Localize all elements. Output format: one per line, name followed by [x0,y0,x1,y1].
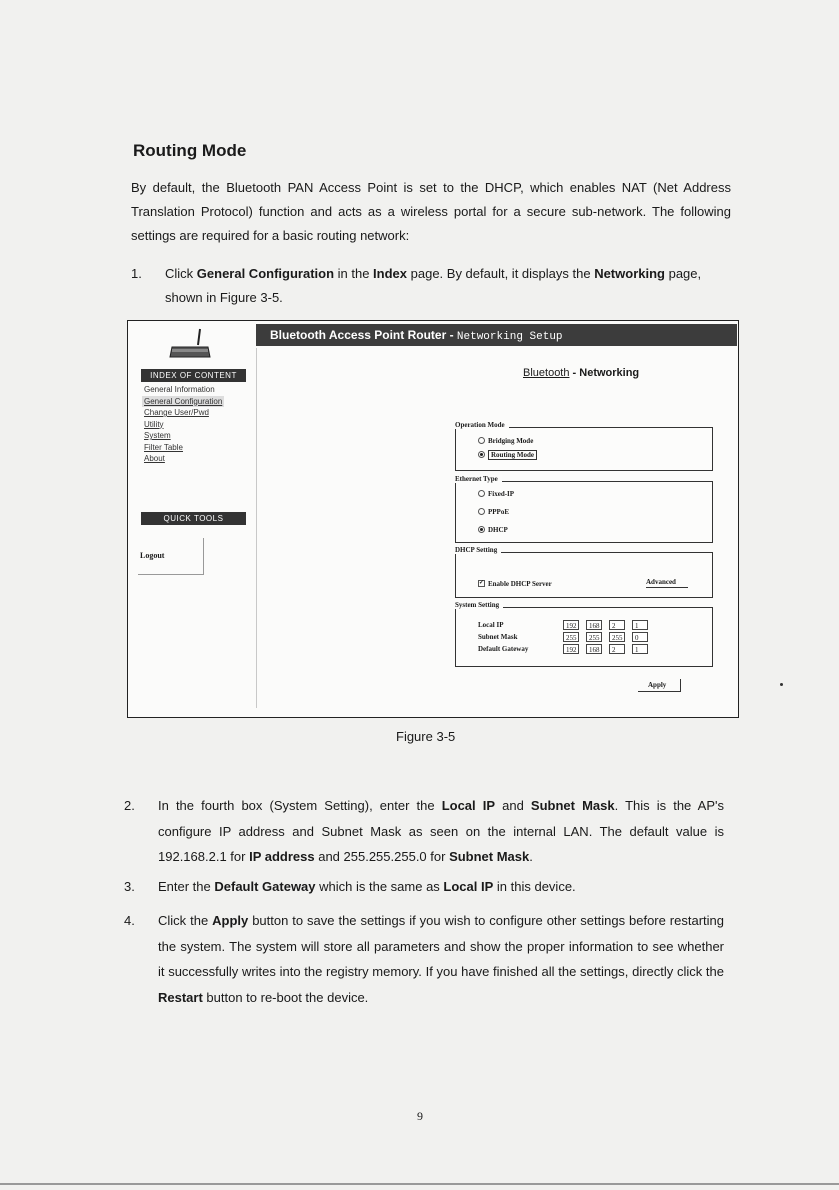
gateway-octet-2[interactable]: 168 [586,644,602,654]
subnet-mask-octet-4[interactable]: 0 [632,632,648,642]
menu-item-change-user-pwd[interactable]: Change User/Pwd [144,408,209,417]
step-number: 1. [131,266,142,281]
menu-item-filter-table[interactable]: Filter Table [144,442,183,452]
apply-button[interactable]: Apply [638,679,681,692]
step-number: 2. [124,798,135,813]
router-icon [168,327,212,361]
radio-selected-icon [478,451,485,458]
routing-mode-option[interactable]: Routing Mode [478,451,537,459]
step-text: In the fourth box (System Setting), enter the Local IP and Subnet Mask. This is the AP's configure IP address and Subnet Mask as seen on the internal LAN. The default value is 192.168.2.1 for IP address and 255.255.255.0 for Subnet Mask. [158,798,724,864]
step-text: Click the Apply button to save the settings if you wish to configure other settings before restarting the system. The system will store all parameters and show the proper information to see whether it successfully writes into the registry memory. If you have finished all the settings, directly click the Restart button to re-boot the device. [158,913,724,1005]
step-text: Enter the Default Gateway which is the same as Local IP in this device. [158,879,576,894]
local-ip-octet-2[interactable]: 168 [586,620,602,630]
ethernet-type-group: Ethernet Type Fixed-IP PPPoE DHCP [455,481,713,543]
index-header: INDEX OF CONTENT [141,369,246,382]
window-titlebar: Bluetooth Access Point Router - Networking Setup [256,324,737,346]
figure-caption: Figure 3-5 [396,729,456,744]
networking-title: Bluetooth - Networking [523,367,640,379]
step-number: 3. [124,879,135,894]
menu-item-system[interactable]: System [144,431,171,440]
figure-screenshot [127,320,739,718]
local-ip-octet-3[interactable]: 2 [609,620,625,630]
menu-item-general-configuration[interactable]: General Configuration [144,396,223,406]
pppoe-option[interactable]: PPPoE [478,508,509,516]
gateway-octet-1[interactable]: 192 [563,644,579,654]
subnet-mask-octet-2[interactable]: 255 [586,632,602,642]
subnet-mask-octet-3[interactable]: 255 [609,632,625,642]
radio-icon [478,508,485,515]
subnet-mask-octet-1[interactable]: 255 [563,632,579,642]
radio-icon [478,437,485,444]
menu-item-about[interactable]: About [144,454,165,463]
dhcp-option[interactable]: DHCP [478,526,508,534]
bridging-mode-option[interactable]: Bridging Mode [478,437,533,445]
quick-tools-header: QUICK TOOLS [141,512,246,525]
dhcp-setting-group: DHCP Setting ✓ Enable DHCP Server Advanced [455,552,713,598]
checkbox-checked-icon: ✓ [479,579,485,586]
logout-button[interactable]: Logout [140,551,165,560]
enable-dhcp-checkbox[interactable]: ✓ Enable DHCP Server [479,579,552,588]
local-ip-octet-4[interactable]: 1 [632,620,648,630]
subnet-mask-label: Subnet Mask [478,633,518,641]
radio-icon [478,490,485,497]
operation-mode-group: Operation Mode Bridging Mode Routing Mode [455,427,713,471]
scan-speck [780,683,783,686]
panel-divider [256,348,257,708]
bluetooth-link[interactable]: Bluetooth [523,367,570,379]
page-number: 9 [417,1109,423,1123]
default-gateway-label: Default Gateway [478,645,529,653]
local-ip-label: Local IP [478,621,504,629]
local-ip-octet-1[interactable]: 192 [563,620,579,630]
intro-paragraph: By default, the Bluetooth PAN Access Point is set to the DHCP, which enables NAT (Net Address Translation Protocol) function and acts as a wireless portal for a secure sub-network. The following settings are required for a basic routing network: [131,180,731,243]
page-edge-line [0,1183,839,1185]
menu-item-general-information[interactable]: General Information [144,385,215,394]
gateway-octet-4[interactable]: 1 [632,644,648,654]
dhcp-advanced-button[interactable]: Advanced [646,578,688,588]
system-setting-group: System Setting Local IP 192 168 2 1 Subnet Mask 255 255 255 0 Default Gateway 192 168 2 1 [455,607,713,667]
menu-item-utility[interactable]: Utility [144,419,164,429]
fixed-ip-option[interactable]: Fixed-IP [478,490,514,498]
step-number: 4. [124,913,135,928]
gateway-octet-3[interactable]: 2 [609,644,625,654]
section-heading: Routing Mode [133,141,247,160]
step-text: Click General Configuration in the Index page. By default, it displays the Networking page, shown in Figure 3-5. [165,266,702,305]
index-menu [144,384,224,465]
radio-selected-icon [478,526,485,533]
